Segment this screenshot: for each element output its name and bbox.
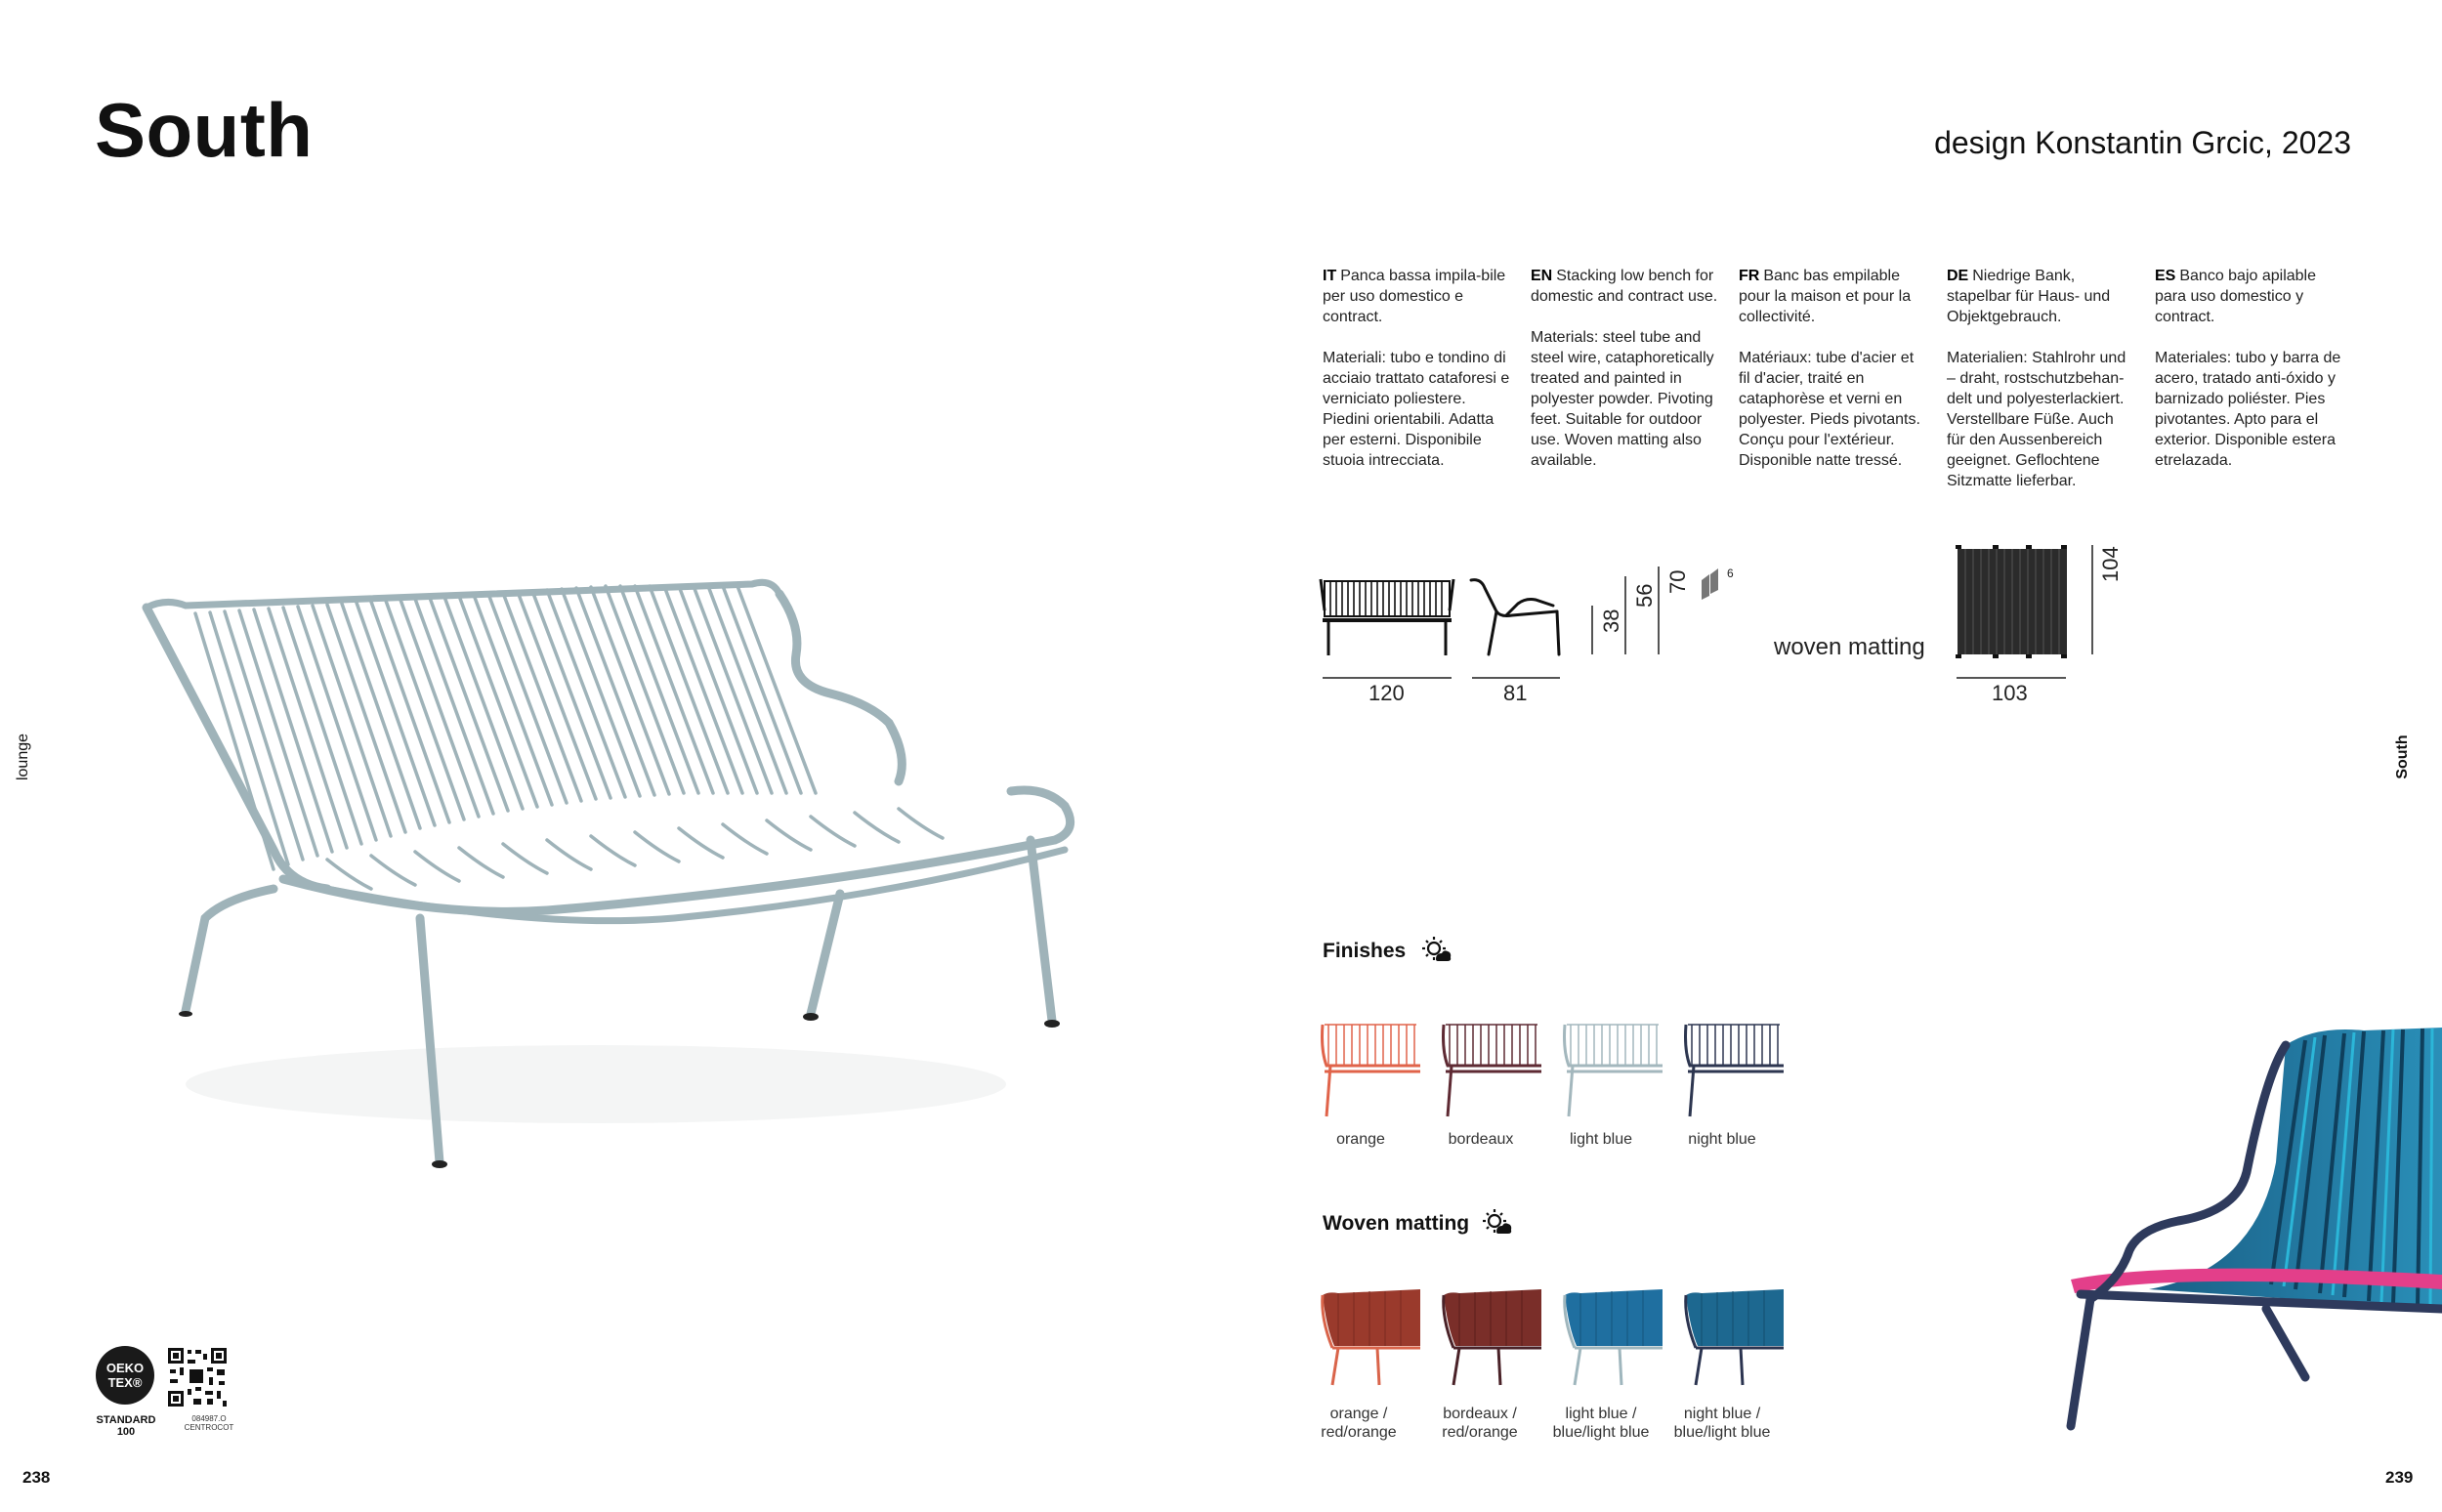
woven-mat-drawing [1954,545,2071,658]
description-en [1531,266,1719,491]
description-materials: Materialien: Stahlrohr und – draht, rostschutzbehan-delt und polyesterlackiert. Verstellbare Füße. Auch für den Aussenbereich geeignet. Geflochtene Sitzmatte lieferbar. [1947,350,2126,489]
cert-number: 084987.O [191,1414,227,1423]
woven-label-line2: blue/light blue [1552,1424,1650,1441]
woven-label [1537,1405,1664,1442]
mat-width-line [1957,677,2066,679]
finish-label: orange [1336,1131,1385,1148]
page-number-left: 238 [22,1468,51,1487]
woven-label-line1: light blue / [1565,1406,1637,1422]
page-number-right: 239 [2385,1468,2414,1487]
width-dimension-line [1323,677,1452,679]
description-materials: Materials: steel tube and steel wire, cataphoretically treated and painted in polyester powder. Pivoting feet. Suitable for outdoor use. Woven matting also available. [1531,329,1714,469]
description-short: Panca bassa impila-bile per uso domestico e contract. [1323,268,1506,325]
cert-lab: CENTROCOT [184,1423,234,1432]
description-short: Stacking low bench for domestic and contract use. [1531,268,1718,305]
standard-text: STANDARD [96,1414,156,1426]
seat-height-line [1591,606,1593,654]
woven-bench-thumbnail [1319,1289,1420,1387]
bench-thumbnail [1319,1021,1420,1118]
woven-label [1295,1405,1422,1442]
bench-main-image [127,547,1094,1192]
description-materials: Matériaux: tube d'acier et fil d'acier, traité en cataphorèse et verni en polyester. Pieds pivotants. Conçu pour l'extérieur. Disponible natte tressé. [1739,350,1920,469]
woven-bench-thumbnail [1682,1289,1784,1387]
depth-dimension-line [1472,677,1560,679]
oeko-tex-logo [96,1346,154,1405]
description-de [1947,266,2135,512]
woven-bench-photo [2032,1016,2442,1475]
stack-count: 6 [1727,567,1734,580]
finish-swatch-bordeaux[interactable] [1440,1021,1541,1123]
description-materials: Materiali: tubo e tondino di acciaio trattato cataforesi e verniciato poliestere. Piedini orientabili. Adatta per esterni. Disponibile stuoia intrecciata. [1323,350,1510,469]
outdoor-sun-icon [1483,1208,1512,1238]
stackable-icon [1700,567,1729,600]
description-fr [1739,266,1927,491]
finishes-heading: Finishes [1323,940,1407,962]
certificate-code [182,1414,236,1432]
bench-thumbnail [1682,1021,1784,1118]
finish-swatch-night-blue[interactable] [1682,1021,1784,1123]
woven-swatch-bordeaux[interactable] [1440,1289,1541,1392]
total-height-line [1658,567,1660,654]
description-short: Banc bas empilable pour la maison et pour la collectivité. [1739,268,1912,325]
section-label-right: South [2394,735,2411,779]
woven-heading: Woven matting [1323,1212,1470,1235]
oeko-standard [90,1414,162,1438]
outdoor-sun-icon [1422,936,1452,965]
lang-code: EN [1531,268,1553,284]
mat-length-value: 104 [2098,546,2123,582]
width-value: 120 [1368,681,1405,705]
description-short: Niedrige Bank, stapelbar für Haus- und Objektgebrauch. [1947,268,2111,325]
description-materials: Materiales: tubo y barra de acero, tratado anti-óxido y barnizado poliéster. Pies pivotantes. Apto para el exterior. Disponible estera etrelazada. [2155,350,2341,469]
oeko-line1: OEKO [105,1361,145,1375]
finish-label: night blue [1688,1131,1756,1148]
description-it [1323,266,1511,491]
standard-number: 100 [116,1426,136,1438]
woven-swatch-light-blue[interactable] [1561,1289,1663,1392]
woven-label-line1: bordeaux / [1443,1406,1517,1422]
finish-label: light blue [1569,1131,1633,1148]
bench-thumbnail [1561,1021,1663,1118]
finish-swatch-orange[interactable] [1319,1021,1420,1123]
oeko-line2: TEX® [107,1375,143,1390]
lang-code: FR [1739,268,1760,284]
woven-label-line1: night blue / [1683,1406,1761,1422]
woven-swatch-orange[interactable] [1319,1289,1420,1392]
woven-label-line2: red/orange [1321,1424,1397,1441]
mat-length-line [2091,545,2093,654]
woven-label [1416,1405,1543,1442]
qr-code-icon [166,1346,229,1408]
designer-credit: design Konstantin Grcic, 2023 [1934,125,2351,160]
woven-label-line2: red/orange [1442,1424,1518,1441]
depth-value: 81 [1503,681,1528,705]
woven-swatch-night-blue[interactable] [1682,1289,1784,1392]
woven-bench-thumbnail [1561,1289,1663,1387]
total-height-value: 70 [1665,569,1690,594]
side-view-drawing [1467,576,1565,674]
mat-width-value: 103 [1992,681,2028,705]
seat-height-value: 38 [1599,609,1623,633]
woven-label-line2: blue/light blue [1673,1424,1771,1441]
arm-height-value: 56 [1632,583,1657,608]
section-label-left: lounge [15,733,31,781]
woven-matting-label: woven matting [1774,634,1925,660]
arm-height-line [1624,576,1626,654]
lang-code: ES [2155,268,2176,284]
finish-swatch-light-blue[interactable] [1561,1021,1663,1123]
page-title: South [95,87,314,173]
bench-thumbnail [1440,1021,1541,1118]
description-short: Banco bajo apilable para uso domestico y contract. [2155,268,2317,325]
woven-bench-thumbnail [1440,1289,1541,1387]
woven-label [1659,1405,1786,1442]
finish-label: bordeaux [1448,1131,1514,1148]
lang-code: IT [1323,268,1337,284]
woven-label-line1: orange / [1329,1406,1388,1422]
description-es [2155,266,2343,491]
front-view-drawing [1319,571,1455,679]
lang-code: DE [1947,268,1969,284]
